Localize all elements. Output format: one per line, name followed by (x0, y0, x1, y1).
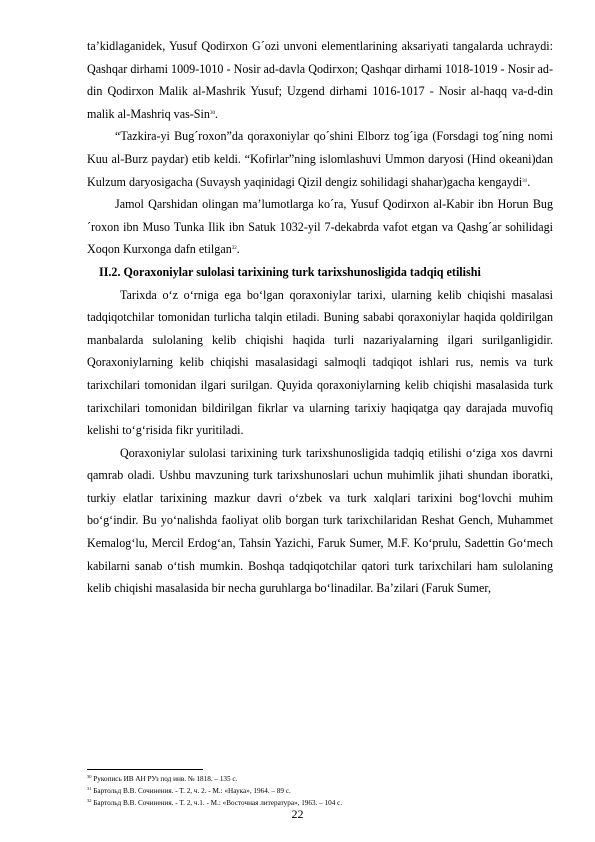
paragraph-1-text: ta’kidlaganidek, Yusuf Qodirxon G´ozi unvoni elementlarining aksariyati tangalarda uchraydi: Qashqar dirhami 1009-1010 - Nosir ad-davla Qodirxon; Qashqar dirhami 1018-1019 - Nosir ad-din Qodirxon Malik al-Mashrik Yusuf; Uzgend dirhami 1016-1017 - Nosir al-haqq va-d-din malik al-Mashriq vas-Sin (87, 39, 553, 121)
footnote-text: Рукопись ИВ АН РУз под инв. № 1818. – 135 с. (93, 775, 238, 783)
footnote-text: Бартольд В.В. Сочинения. - Т. 2, ч.1. - М.: «Восточная литература», 1963. – 104 с. (93, 799, 343, 808)
paragraph-1-tail: . (214, 106, 218, 121)
footnote-30 (87, 773, 553, 785)
main-text (87, 35, 553, 600)
paragraph-3-tail: . (236, 242, 240, 257)
footnote-number: 30 (87, 774, 92, 779)
page-number: 22 (291, 807, 304, 821)
section-heading: II.2. Qoraxoniylar sulolasi tarixining turk tarixshunosligida tadqiq etilishi (99, 264, 481, 279)
footnote-number: 32 (87, 798, 92, 804)
footnote-31 (87, 785, 553, 797)
footnotes (87, 769, 553, 810)
footnote-ref-32: 32 (231, 246, 237, 252)
paragraph-2 (87, 125, 553, 193)
footnote-divider (87, 769, 203, 770)
footnote-number: 31 (87, 786, 92, 792)
paragraph-3-text: Jamol Qarshidan olingan ma’lumotlarga ko´ra, Yusuf Qodirxon al-Kabir ibn Horun Bug´roxon ibn Muso Tunka Ilik ibn Satuk 1032-yil 7-dekabrda vafot etgan va Qashg´ar sohilidagi Xoqon Kurxonga dafn etilgan (87, 197, 553, 257)
paragraph-3 (87, 193, 553, 261)
paragraph-2-tail: . (527, 174, 531, 189)
paragraph-1 (87, 35, 553, 125)
footnote-text: Бартольд В.В. Сочинения. - Т. 2, ч. 2. - М.: «Наука», 1964. – 89 с. (93, 787, 291, 796)
paragraph-4: Tarixda o‘z o‘rniga ega bo‘lgan qoraxoniylar tarixi, ularning kelib chiqishi masalasi tadqiqotchilar tomonidan turlicha talqin etiladi. Buning sababi qoraxoniylar haqida qoldirilgan manbalarda sulolaning kelib chiqishi haqida turli nazariyalarning ilgari surilganligidir. Qoraxoniylarning kelib chiqishi masalasidagi salmoqli tadqiqot ishlari rus, nemis va turk tarixchilari tomonidan ilgari surilgan. Quyida qoraxoniylarning kelib chiqishi masalasida turk tarixchilari tomonidan bildirilgan fikrlar va ularning tarixiy haqiqatga qay darajada muvofiq kelishi to‘g‘risida fikr yuritiladi. (87, 287, 553, 438)
footnote-ref-31: 31 (522, 178, 528, 184)
paragraph-2-text: “Tazkira-yi Bug´roxon”da qoraxoniylar qo´shini Elborz tog´iga (Forsdagi tog´ning nomi Kuu al-Burz paydar) etib keldi. “Kofirlar”ning islomlashuvi Ummon daryosi (Hind okeani)dan Kulzum daryosigacha (Suvaysh yaqinidagi Qizil dengiz sohilidagi shahar)gacha kengaydi (87, 129, 553, 189)
paragraph-5: Qoraxoniylar sulolasi tarixining turk tarixshunosligida tadqiq etilishi o‘ziga xos davrni qamrab oladi. Ushbu mavzuning turk tarixshunoslari uchun muhimlik jihati shundan iboratki, turkiy elatlar tarixining mazkur davri o‘zbek va turk xalqlari tarixini bog‘lovchi muhim bo‘g‘indir. Bu yo‘nalishda faoliyat olib borgan turk tarixchilaridan Reshat Gench, Muhammet Kemalog‘lu, Mercil Erdog‘an, Tahsin Yazichi, Faruk Sumer, M.F. Ko‘prulu, Sadettin Go‘mech kabilarni sanab o‘tish mumkin. Boshqa tadqiqotchilar qatori turk tarixchilari ham sulolaning kelib chiqishi masalasida bir necha guruhlarga bo‘linadilar. Ba’zilari (Faruk Sumer, (87, 445, 553, 596)
footnote-ref-30: 30 (209, 110, 215, 116)
